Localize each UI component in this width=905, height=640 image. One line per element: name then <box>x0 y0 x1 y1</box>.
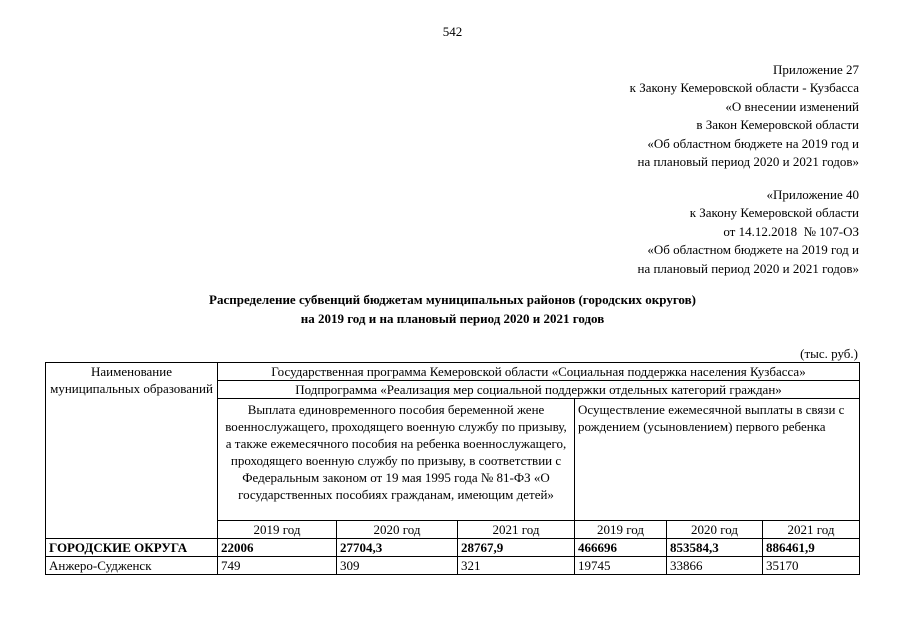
year-header: 2019 год <box>218 521 337 539</box>
table-header-row <box>46 363 860 381</box>
row-value: 749 <box>218 557 337 575</box>
appendix-original-line: «Приложение 40 <box>766 187 859 202</box>
appendix-new-line: Приложение 27 <box>772 62 859 77</box>
appendix-original-line: от 14.12.2018 № 107-ОЗ <box>723 223 859 239</box>
row-name: ГОРОДСКИЕ ОКРУГА <box>46 539 218 557</box>
row-value: 886461,9 <box>763 539 860 557</box>
appendix-new-block <box>630 61 859 171</box>
document-title <box>0 290 905 328</box>
row-value: 28767,9 <box>458 539 575 557</box>
units-label: (тыс. руб.) <box>800 346 858 361</box>
appendix-new-line: на плановый период 2020 и 2021 годов» <box>637 154 859 170</box>
document-title-line: Распределение субвенций бюджетам муниципальных районов (городских округов) <box>209 292 696 307</box>
appendix-original-line: «Об областном бюджете на 2019 год и <box>647 242 859 258</box>
program-header: Государственная программа Кемеровской области «Социальная поддержка населения Кузбасса» <box>218 363 860 381</box>
year-header: 2019 год <box>575 521 667 539</box>
appendix-new-line: «Об областном бюджете на 2019 год и <box>647 135 859 151</box>
row-value: 33866 <box>667 557 763 575</box>
row-value: 22006 <box>218 539 337 557</box>
year-header: 2020 год <box>667 521 763 539</box>
subprogram-header: Подпрограмма «Реализация мер социальной поддержки отдельных категорий граждан» <box>218 381 860 399</box>
appendix-new-line: в Закон Кемеровской области <box>696 117 859 133</box>
row-value: 853584,3 <box>667 539 763 557</box>
appendix-new-line: «О внесении изменений <box>725 98 859 114</box>
appendix-original-line: к Закону Кемеровской области <box>689 205 859 221</box>
document-title-line: на 2019 год и на плановый период 2020 и 2021 годов <box>300 311 605 326</box>
measure-2-header: Осуществление ежемесячной выплаты в связи с рождением (усыновлением) первого ребенка <box>575 399 860 521</box>
row-value: 35170 <box>763 557 860 575</box>
year-header: 2021 год <box>458 521 575 539</box>
page-number: 542 <box>442 24 463 39</box>
measure-1-header: Выплата единовременного пособия беременной жене военнослужащего, проходящего военную службу по призыву, а также ежемесячного пособия на ребенка военнослужащего, проходящего военную службу по призыву, в соответствии с Федеральным законом от 19 мая 1995 года № 81-ФЗ «О государственных пособиях гражданам, имеющим детей» <box>218 399 575 521</box>
row-value: 27704,3 <box>337 539 458 557</box>
subventions-table <box>45 362 860 575</box>
appendix-original-block <box>638 186 860 278</box>
row-value: 309 <box>337 557 458 575</box>
column-header-name: Наименование муниципальных образований <box>46 363 218 539</box>
row-value: 321 <box>458 557 575 575</box>
appendix-new-line: к Закону Кемеровской области - Кузбасса <box>629 80 859 96</box>
row-value: 466696 <box>575 539 667 557</box>
table-row <box>46 557 860 575</box>
year-header: 2021 год <box>763 521 860 539</box>
row-name: Анжеро-Судженск <box>46 557 218 575</box>
table-row <box>46 539 860 557</box>
row-value: 19745 <box>575 557 667 575</box>
year-header: 2020 год <box>337 521 458 539</box>
appendix-original-line: на плановый период 2020 и 2021 годов» <box>637 260 859 276</box>
